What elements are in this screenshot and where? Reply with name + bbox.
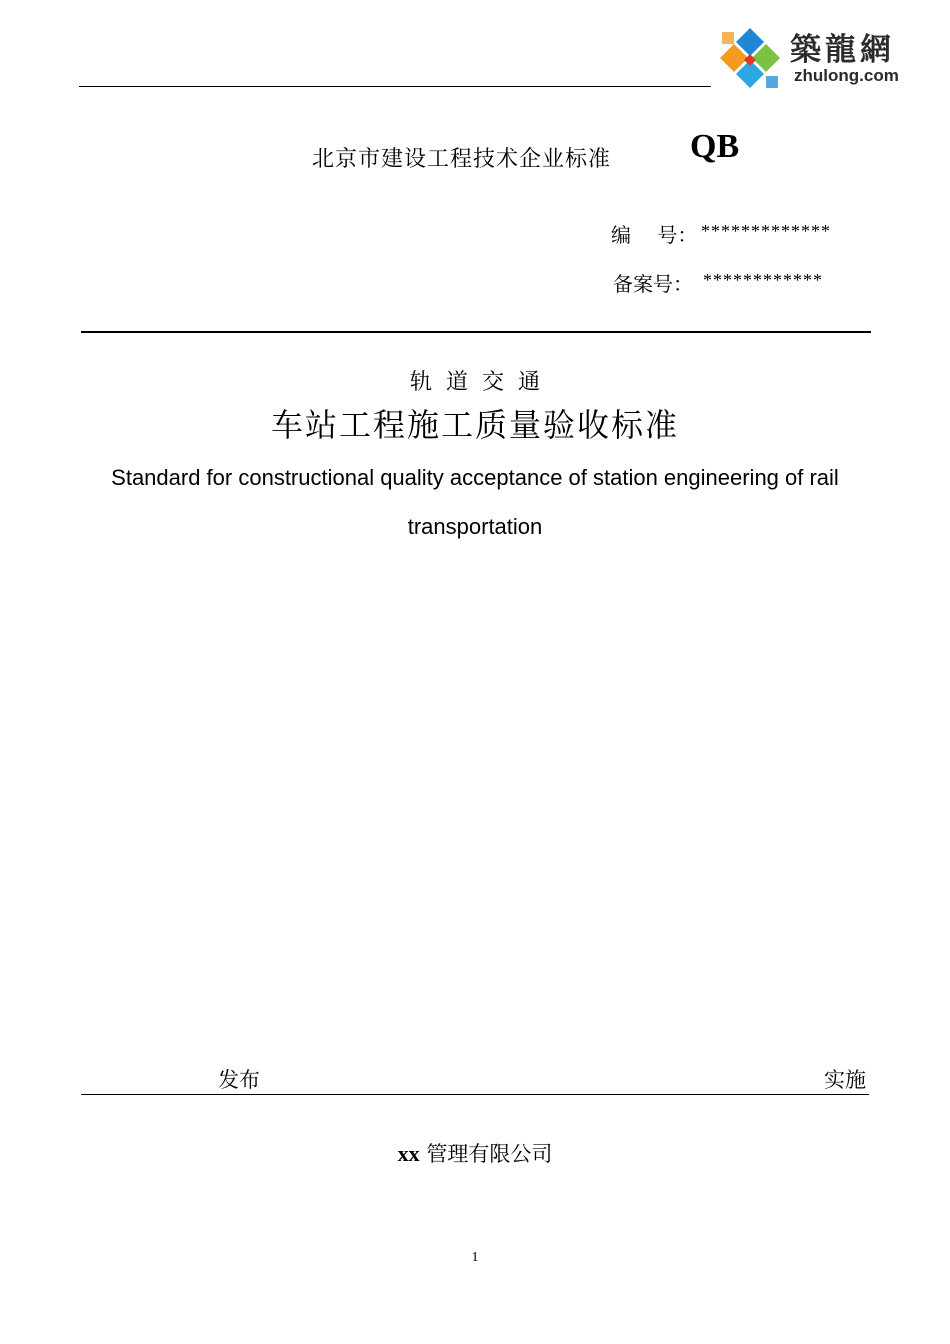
- pinwheel-logo-icon: [714, 24, 786, 96]
- title-rule: [81, 331, 871, 333]
- english-title-line-2: transportation: [407, 514, 543, 539]
- document-title: 车站工程施工质量验收标准: [270, 406, 679, 444]
- standard-organization: 北京市建设工程技术企业标准: [312, 147, 612, 172]
- standard-code: QB: [690, 128, 740, 165]
- page-number: 1: [471, 1250, 479, 1265]
- number-value: *************: [701, 221, 831, 241]
- english-title-line-1: Standard for constructional quality acceptance of station engineering of rail: [111, 465, 839, 490]
- implement-label: 实施: [824, 1068, 866, 1092]
- company-name-text: 管理有限公司: [419, 1142, 553, 1166]
- record-value: ************: [703, 270, 823, 290]
- record-label: 备案号：: [613, 272, 693, 296]
- zhulong-logo: [714, 22, 904, 92]
- document-subtitle: 轨道交通: [409, 370, 554, 395]
- logo-chinese-text: 築龍網: [790, 32, 895, 68]
- publish-label: 发布: [218, 1068, 260, 1092]
- footer-rule: [81, 1094, 869, 1095]
- company-prefix: xx: [397, 1141, 420, 1166]
- logo-english-text: zhulong.com: [794, 66, 899, 85]
- company-name: [0, 1138, 950, 1168]
- header-rule: [79, 86, 711, 87]
- number-label: 编 号：: [611, 223, 698, 247]
